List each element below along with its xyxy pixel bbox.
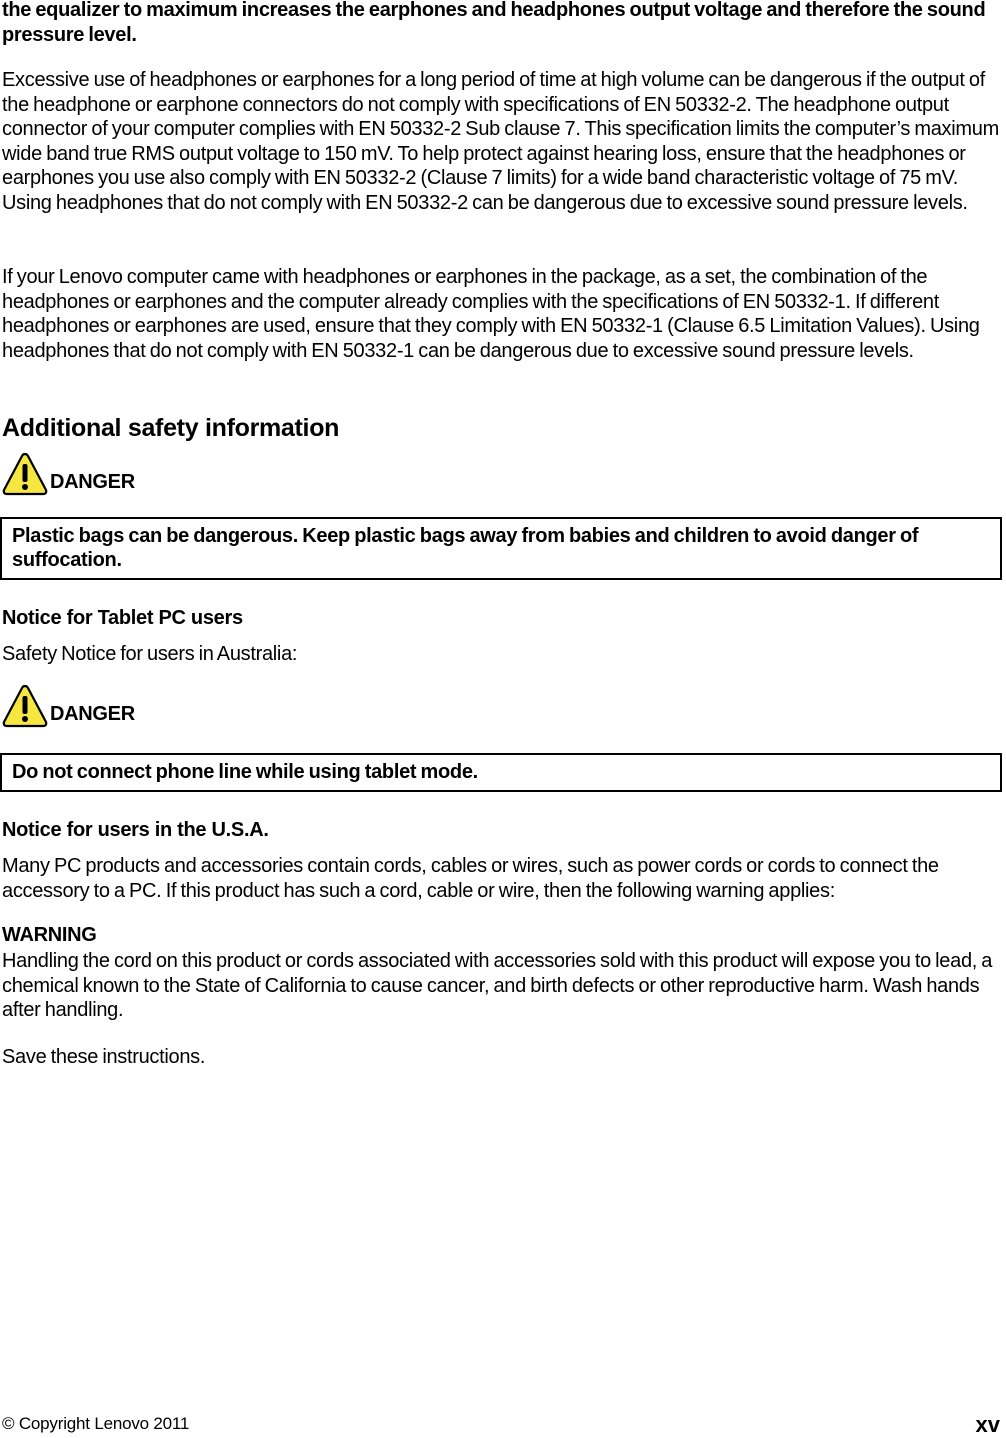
save-instructions: Save these instructions. [2,1046,206,1068]
headphones-paragraph-2: If your Lenovo computer came with headphones or earphones in the package, as a set, the combination of the headphones or earphones and the computer already complies with the specifications of EN 50332-1. If different headphones or earphones are used, ensure that they comply with EN 50332-1 (Clause 6.5 Limitation Values). Using headphones that do not comply with EN 50332-1 can be dangerous due to excessive sound pressure levels. [2,266,980,362]
warning-text: Handling the cord on this product or cords associated with accessories sold with this product will expose you to lead, a chemical known to the State of California to cause cancer, and birth defects or other reproductive harm. Wash hands after handling. [2,950,993,1021]
copyright-footer: © Copyright Lenovo 2011 [2,1414,190,1433]
danger-label: DANGER [50,703,135,725]
danger-box-plastic-bags: Plastic bags can be dangerous. Keep plastic bags away from babies and children to avoid danger of suffocation. [0,517,1002,580]
section-title: Additional safety information [2,414,340,442]
intro-bold-text: the equalizer to maximum increases the earphones and headphones output voltage and therefore the sound pressure level. [2,0,986,46]
headphones-paragraph-1: Excessive use of headphones or earphones for a long period of time at high volume can be dangerous if the output of the headphone or earphone connectors do not comply with specifications of EN 50332-2. The headphone output connector of your computer complies with EN 50332-2 Sub clause 7. This specification limits the computer’s maximum wide band true RMS output voltage to 150 mV. To help protect against hearing loss, ensure that the headphones or earphones you use also comply with EN 50332-2 (Clause 7 limits) for a wide band characteristic voltage of 75 mV. Using headphones that do not comply with EN 50332-2 can be dangerous due to excessive sound pressure levels. [2,69,999,214]
tablet-notice-subtitle: Safety Notice for users in Australia: [2,643,298,665]
page-number: xv [975,1412,1000,1437]
warning-label: WARNING [2,924,97,946]
usa-notice-body: Many PC products and accessories contain cords, cables or wires, such as power cords or cords to connect the accessory to a PC. If this product has such a cord, cable or wire, then the following warning applies: [2,855,939,902]
danger-notice-2 [2,682,135,728]
tablet-notice-title: Notice for Tablet PC users [2,607,243,629]
usa-notice-title: Notice for users in the U.S.A. [2,819,269,841]
danger-label: DANGER [50,471,135,493]
danger-notice-1 [2,450,135,496]
danger-box-phone-line: Do not connect phone line while using tablet mode. [0,753,1002,792]
warning-triangle-icon [2,452,48,496]
warning-triangle-icon [2,684,48,728]
